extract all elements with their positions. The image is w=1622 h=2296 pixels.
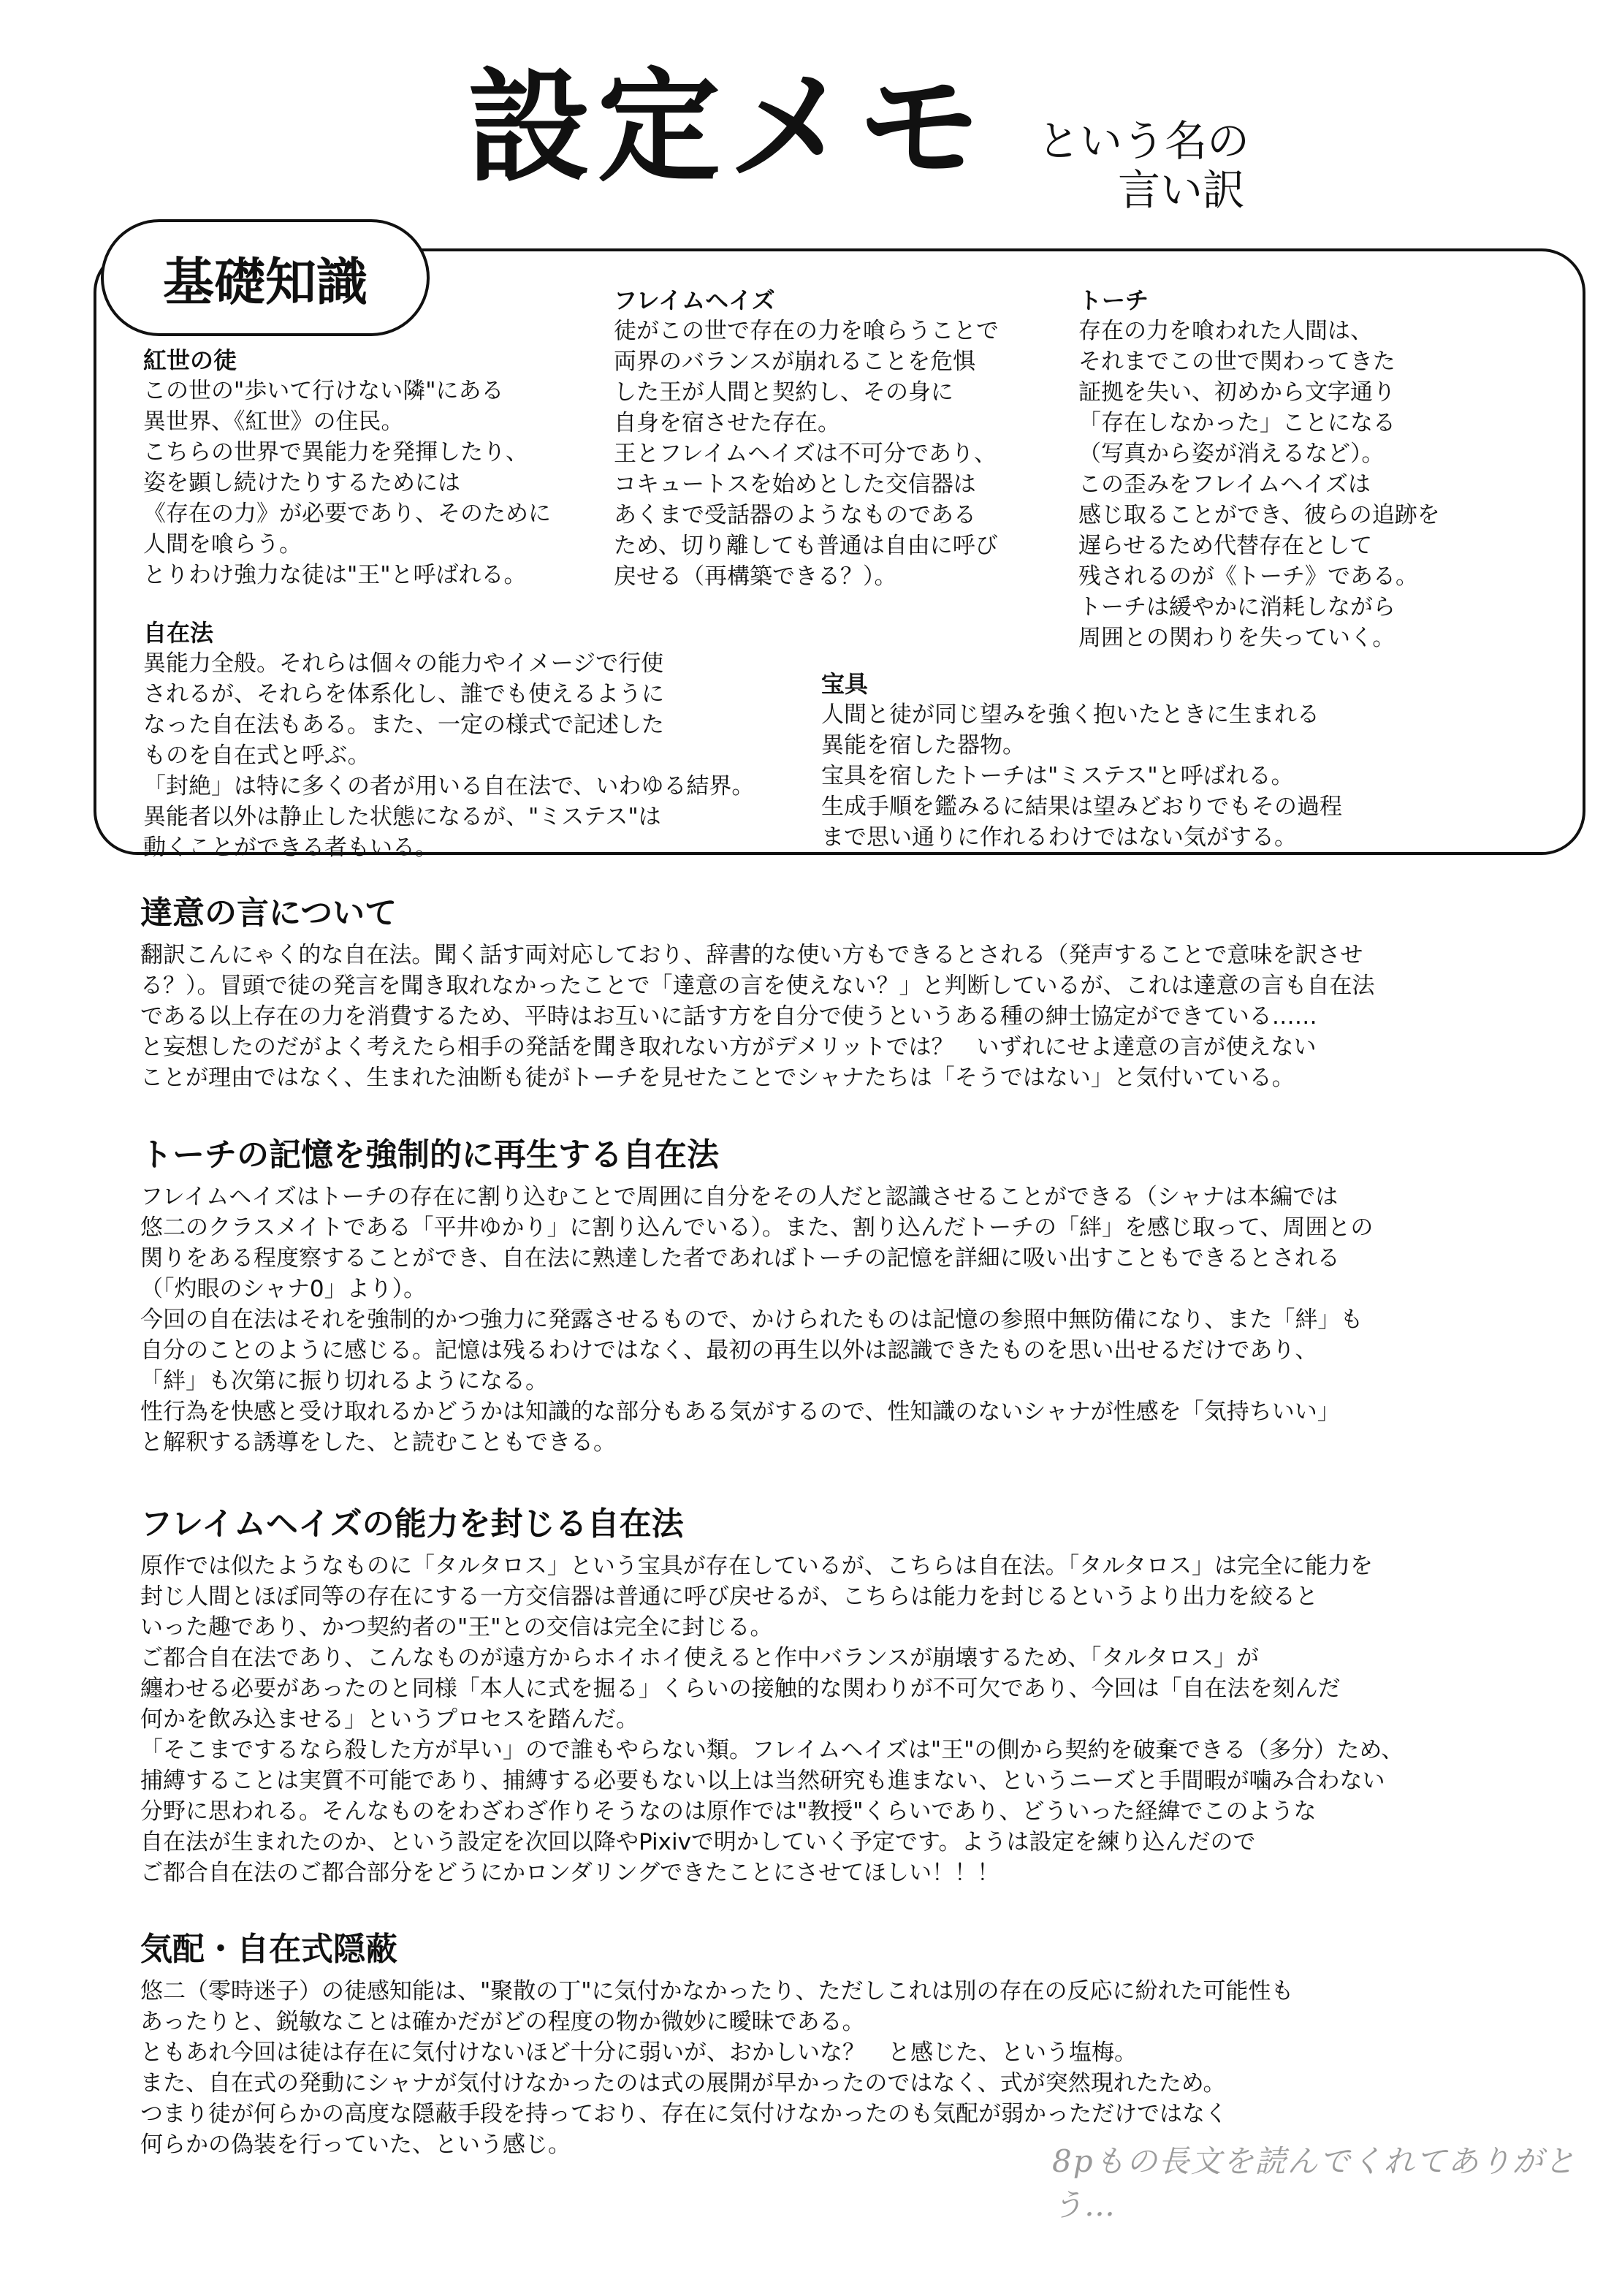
section-body: 悠二（零時迷子）の徒感知能は、"聚散の丁"に気付かなかったり、ただしこれは別の存在の反応に紛れた可能性も あったりと、鋭敏なことは確かだがどの程度の物か微妙に曖昧である。 ともあれ今回は徒は存在に気付けないほど十分に弱いが、おかしいな？ と感じた、という塩梅。 また、自在式の発動にシャナが気付けなかったのは式の展開が早かったのではなく、式が突然現れたため。 つまり徒が何らかの高度な隠蔽手段を持っており、存在に気付けなかったのも気配が弱かっただけではなく 何らかの偽装を行っていた、という感じ。: [140, 1978, 1294, 2158]
section-heading: 達意の言について: [140, 894, 397, 932]
subtitle-line-2: 言い訳: [1118, 164, 1246, 215]
glossary-body: 徒がこの世で存在の力を喰らうことで 両界のバランスが崩れることを危惧 した王が人間と契約し、その身に 自身を宿させた存在。 王とフレイムヘイズは不可分であり、 コキュートスを始めとした交信器は あくまで受話器のようなものである ため、切り離しても普通は自由に呼び 戻せる（再構築できる？）。: [614, 318, 999, 590]
glossary-heading: 自在法: [143, 619, 214, 647]
section-heading: 気配・自在式隠蔽: [140, 1931, 397, 1968]
glossary-block-hougu: [821, 669, 1493, 853]
section-body: フレイムヘイズはトーチの存在に割り込むことで周囲に自分をその人だと認識させることができる（シャナは本編では 悠二のクラスメイトである「平井ゆかり」に割り込んでいる）。また、割り込んだトーチの「絆」を感じ取って、周囲との 関りをある程度察することができ、自在法に熟達した者であればトーチの記憶を詳細に吸い出すこともできるとされる （「灼眼のシャナ0」より）。 今回の自在法はそれを強制的かつ強力に発露させるもので、かけられたものは記憶の参照中無防備になり、また「絆」も 自分のことのように感じる。記憶は残るわけではなく、最初の再生以外は認識できたものを思い出せるだけであり、 「絆」も次第に振り切れるようになる。 性行為を快感と受け取れるかどうかは知識的な部分もある気がするので、性知識のないシャナが性感を「気持ちいい」 と解釈する誘導をした、と読むこともできる。: [140, 1184, 1374, 1456]
section-presence-concealment: [140, 1929, 1507, 2160]
glossary-body: 異能力全般。それらは個々の能力やイメージで行使 されるが、それらを体系化し、誰でも使えるように なった自在法もある。また、一定の様式で記述した ものを自在式と呼ぶ。 「封絶」は特に多くの者が用いる自在法で、いわゆる結界。 異能者以外は静止した状態になるが、"ミステス"は 動くことができる者もいる。: [143, 650, 755, 861]
section-heading: トーチの記憶を強制的に再生する自在法: [140, 1136, 719, 1174]
section-body: 翻訳こんにゃく的な自在法。聞く話す両対応しており、辞書的な使い方もできるとされる（発声することで意味を訳させ る？）。冒頭で徒の発言を聞き取れなかったことで「達意の言を使えない？」と判断しているが、これは達意の言も自在法 である以上存在の力を消費するため、平時はお互いに話す方を自分で使うというある種の紳士協定ができている…… と妄想したのだがよく考えたら相手の発話を聞き取れない方がデメリットでは？ いずれにせよ達意の言が使えない ことが理由ではなく、生まれた油断も徒がトーチを見せたことでシャナたちは「そうではない」と気付いている。: [140, 942, 1375, 1091]
section-tatsui: [140, 893, 1507, 1093]
page-title: 設定メモ: [468, 56, 988, 199]
glossary-heading: 宝具: [821, 670, 869, 698]
section-seal-ability: [140, 1504, 1507, 1888]
glossary-heading: トーチ: [1078, 286, 1149, 314]
glossary-block-jizaiho: [143, 617, 801, 863]
page-subtitle: [1037, 117, 1286, 214]
glossary-block-flameheize: [614, 285, 1081, 592]
section-torch-memory: [140, 1135, 1507, 1458]
glossary-body: 存在の力を喰われた人間は、 それまでこの世で関わってきた 証拠を失い、初めから文字通り 「存在しなかった」ことになる （写真から姿が消えるなど）。 この歪みをフレイムヘイズは 感じ取ることができ、彼らの追跡を 遅らせるため代替存在として 残されるのが《トーチ》である。 トーチは緩やかに消耗しながら 周囲との関わりを失っていく。: [1078, 318, 1440, 651]
section-body: 原作では似たようなものに「タルタロス」という宝具が存在しているが、こちらは自在法。「タルタロス」は完全に能力を 封じ人間とほぼ同等の存在にする一方交信器は普通に呼び戻せるが、こちらは能力を封じるというより出力を絞ると いった趣であり、かつ契約者の"王"との交信は完全に封じる。 ご都合自在法であり、こんなものが遠方からホイホイ使えると作中バランスが崩壊するため、「タルタロス」が 纏わせる必要があったのと同様「本人に式を掘る」くらいの接触的な関わりが不可欠であり、今回は「自在法を刻んだ 何かを飲み込ませる」というプロセスを踏んだ。 「そこまでするなら殺した方が早い」ので誰もやらない類。フレイムヘイズは"王"の側から契約を破棄できる（多分）ため、 捕縛することは実質不可能であり、捕縛する必要もない以上は当然研究も進まない、というニーズと手間暇が噛み合わない 分野に思われる。そんなものをわざわざ作りそうなのは原作では"教授"くらいであり、どういった経緯でこのような 自在法が生まれたのか、という設定を次回以降やPixivで明かしていく予定です。ようは設定を練り込んだので ご都合自在法のご都合部分をどうにかロンダリングできたことにさせてほしい！！！: [140, 1553, 1404, 1886]
basic-knowledge-label: 基礎知識: [101, 219, 430, 336]
glossary-body: この世の"歩いて行けない隣"にある 異世界、《紅世》の住民。 こちらの世界で異能力を発揮したり、 姿を顕し続けたりするためには 《存在の力》が必要であり、そのために 人間を喰らう。 とりわけ強力な徒は"王"と呼ばれる。: [143, 378, 551, 588]
glossary-heading: フレイムヘイズ: [614, 286, 775, 314]
handwritten-thanks-note: 8pもの長文を読んでくれてありがとう…: [1052, 2143, 1577, 2223]
glossary-body: 人間と徒が同じ望みを強く抱いたときに生まれる 異能を宿した器物。 宝具を宿したトーチは"ミステス"と呼ばれる。 生成手順を鑑みるに結果は望みどおりでもその過程 まで思い通りに作れるわけではない気がする。: [821, 702, 1342, 851]
section-heading: フレイムヘイズの能力を封じる自在法: [140, 1505, 684, 1543]
subtitle-line-1: という名の: [1037, 116, 1250, 166]
glossary-heading: 紅世の徒: [143, 346, 237, 374]
glossary-block-torch: [1078, 285, 1546, 653]
